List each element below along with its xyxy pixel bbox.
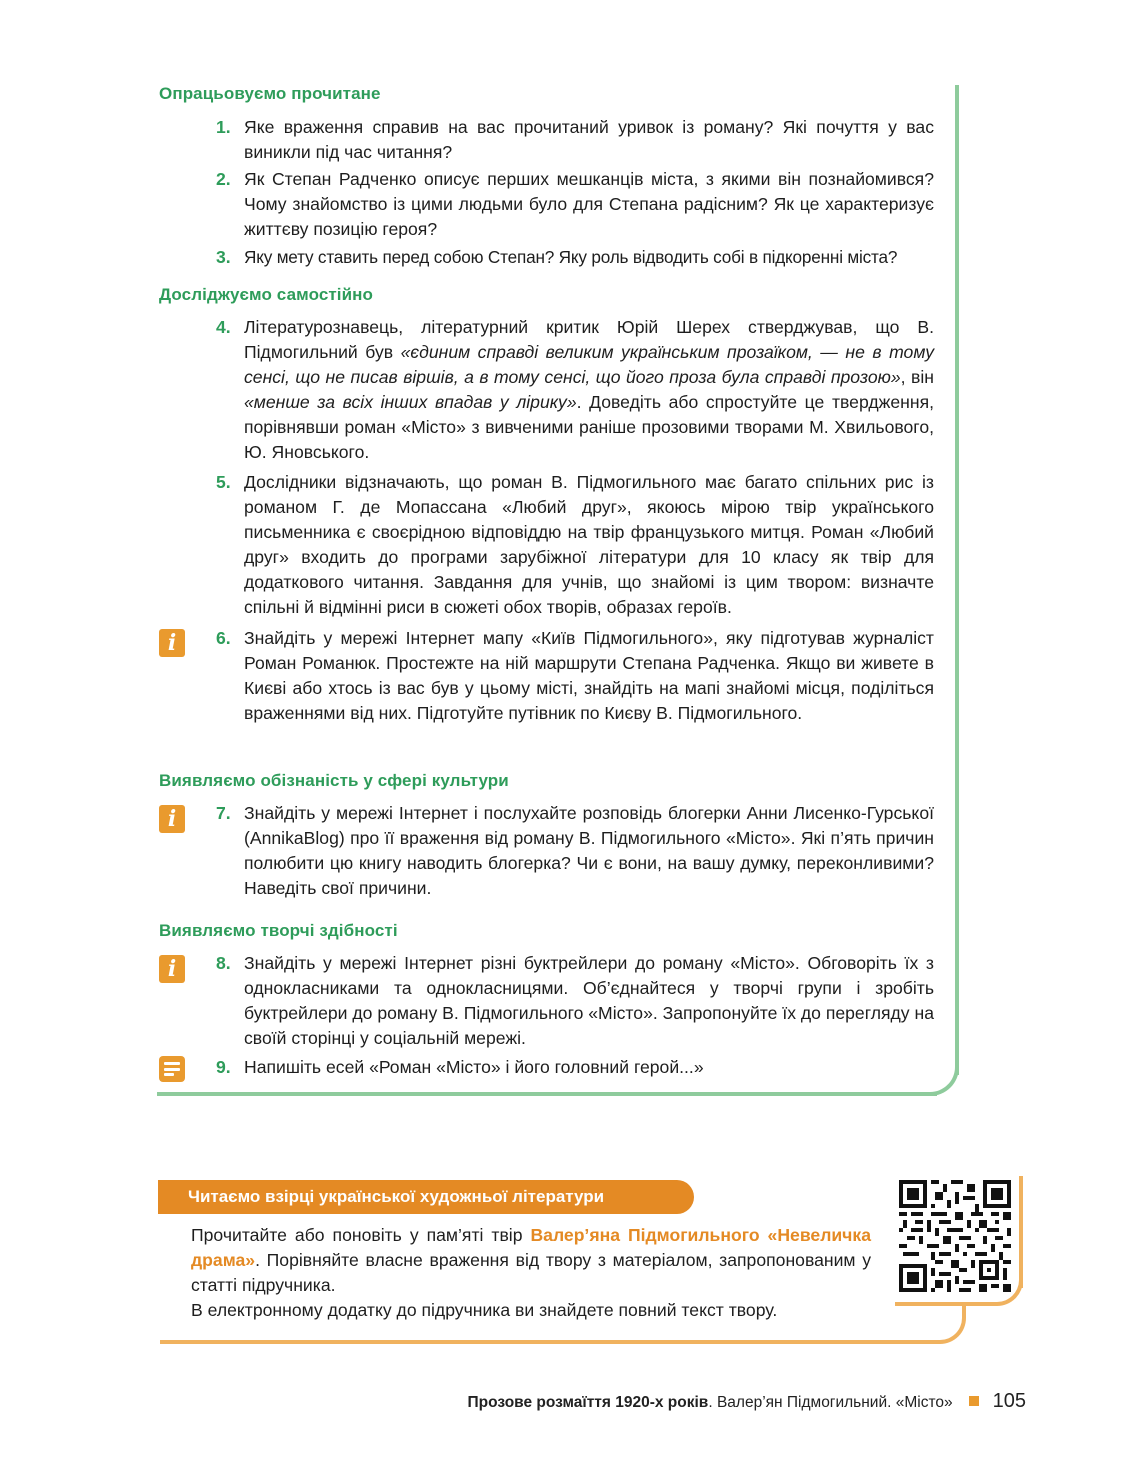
question-number: 4.: [216, 317, 231, 337]
question-number: 5.: [216, 472, 231, 492]
orange-frame-corner-bottom: [930, 1302, 966, 1344]
question-text: Як Степан Радченко описує перших мешканців міста, з якими він познайомився? Чому знайомство із цими людьми було для Степана радісним? Як це характеризує життєву позицію героя?: [244, 169, 934, 239]
footer-square-icon: [969, 1396, 979, 1406]
question-number: 3.: [216, 247, 231, 267]
document-icon: [159, 1056, 185, 1082]
question-number: 8.: [216, 953, 231, 973]
page-number: 105: [992, 1390, 1026, 1412]
section-heading-creative: Виявляємо творчі здібності: [159, 921, 398, 940]
question-text: Дослідники відзначають, що роман В. Підмогильного має багато спільних рис із романом Г. де Мопассана «Любий друг», якоюсь мірою твір українського письменника є своєрідною відповіддю на твір французького митця. Роман «Любий друг» входить до програми зарубіжної літератури для 10 класу як твір для додаткового читання. Завдання для учнів, що знайомі із цим твором: визначте спільні й відмінні риси в сюжеті обох творів, образах героїв.: [244, 472, 934, 617]
question-8: [216, 951, 934, 1051]
question-text: Яку мету ставить перед собою Степан? Яку роль відводить собі в підкоренні міста?: [244, 247, 898, 267]
question-text: Літературознавець, літературний критик Юрій Шерех стверджував, що В. Підмогильний був «єдиним справді великим українським прозаїком, — не в тому сенсі, що не писав віршів, а в тому сенсі, що його проза була справді прозою», він «менше за всіх інших впадав у лірику». Доведіть або спростуйте це твердження, порівнявши роман «Місто» з вивченими раніше прозовими творами М. Хвильового, Ю. Яновського.: [244, 317, 935, 462]
question-text: Знайдіть у мережі Інтернет мапу «Київ Підмогильного», яку підготував журналіст Роман Романюк. Простежте на ній маршрути Степана Радченка. Якщо ви живете в Києві або хтось із вас був у цьому місті, знайдіть на мапі знайомі місця, поділіться враженнями від них. Підготуйте путівник по Києву В. Підмогильного.: [244, 628, 934, 723]
qr-code[interactable]: [899, 1180, 1011, 1292]
question-4: [216, 315, 934, 465]
page-footer: [468, 1390, 1027, 1413]
question-9: [216, 1055, 934, 1080]
question-text: Напишіть есей «Роман «Місто» і його головний герой...»: [244, 1057, 704, 1077]
info-icon: i: [159, 629, 185, 657]
question-3: [216, 245, 934, 270]
question-text: Знайдіть у мережі Інтернет різні буктрейлери до роману «Місто». Обговоріть їх з однокласниками та однокласницями. Об’єднайтеся у творчі групи і зробіть буктрейлери до роману В. Підмогильного «Місто». Запропонуйте їх до перегляду на своїй сторінці у соціальній мережі.: [244, 953, 934, 1048]
frame-right-line: [955, 85, 959, 1075]
frame-bottom-line: [157, 1092, 937, 1096]
orange-frame-bottom: [160, 1340, 940, 1344]
question-text: Яке враження справив на вас прочитаний уривок із роману? Які почуття у вас виникли під час читання?: [244, 117, 934, 162]
info-icon: i: [159, 805, 185, 833]
question-number: 7.: [216, 803, 231, 823]
info-icon: i: [159, 955, 185, 983]
question-text: Знайдіть у мережі Інтернет і послухайте розповідь блогерки Анни Лисенко-Гурської (AnnikaBlog) про її враження від роману В. Підмогильного «Місто». Які п’ять причин полюбити цю книгу наводить блогерка? Чи є вони, на вашу думку, переконливими? Наведіть свої причини.: [244, 803, 934, 898]
footer-topic: . Валер’ян Підмогильний. «Місто»: [708, 1394, 953, 1411]
question-number: 6.: [216, 628, 231, 648]
section-heading-culture: Виявляємо обізнаність у сфері культури: [159, 771, 509, 790]
question-6: [216, 626, 934, 726]
question-number: 9.: [216, 1057, 231, 1077]
question-2: [216, 167, 934, 242]
question-5: [216, 470, 934, 620]
question-7: [216, 801, 934, 901]
question-1: [216, 115, 934, 165]
question-number: 2.: [216, 169, 231, 189]
reading-text: Прочитайте або поновіть у пам’яті твір Валер’яна Підмогильного «Невеличка драма». Порівняйте власне враження від твору з матеріалом, запропонованим у статті підручника. В електронному додатку до підручника ви знайдете повний текст твору.: [191, 1225, 871, 1320]
frame-corner: [930, 1050, 959, 1096]
section-heading-research: Досліджуємо самостійно: [159, 285, 374, 304]
section-heading-processing: Опрацьовуємо прочитане: [159, 84, 381, 103]
reading-banner: Читаємо взірці української художньої літератури: [158, 1180, 694, 1214]
question-number: 1.: [216, 117, 231, 137]
footer-chapter: Прозове розмаїття 1920-х років: [467, 1394, 709, 1411]
